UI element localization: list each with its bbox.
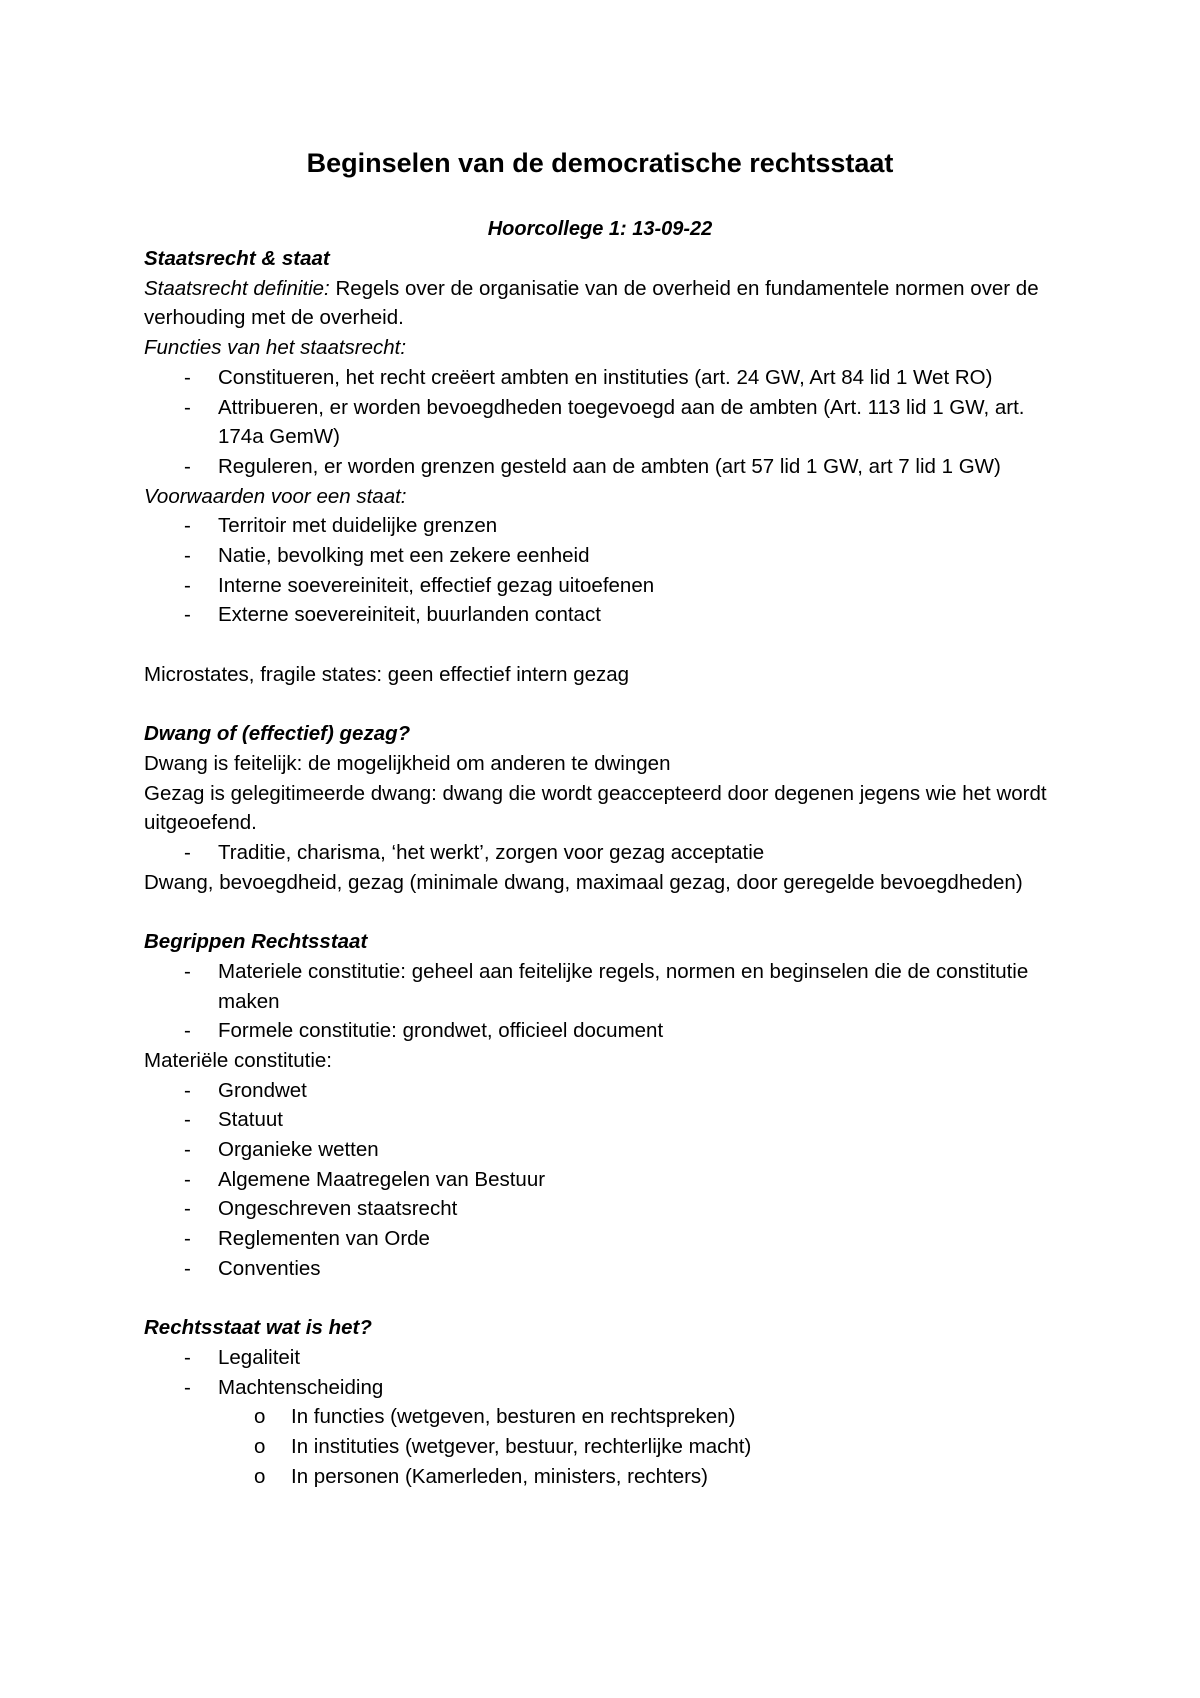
list-item-text: Reglementen van Orde <box>218 1227 430 1251</box>
dash-bullet: - <box>184 1256 191 1280</box>
list-item-text: Statuut <box>218 1108 283 1132</box>
list-item-text: Interne soevereiniteit, effectief gezag uitoefenen <box>218 573 655 597</box>
functions-label: Functies van het staatsrecht: <box>144 336 407 360</box>
sub-list-item <box>144 1402 1074 1432</box>
list-item <box>144 1194 1074 1224</box>
list-item-text: Externe soevereiniteit, buurlanden contact <box>218 603 601 627</box>
list-item-text: Algemene Maatregelen van Bestuur <box>218 1167 546 1191</box>
dash-bullet: - <box>184 514 191 538</box>
list-item <box>144 541 1074 571</box>
list-item <box>144 1076 1074 1106</box>
list-item <box>144 393 1074 452</box>
dash-bullet: - <box>184 1078 191 1102</box>
list-item-text: Grondwet <box>218 1078 307 1102</box>
dash-bullet: - <box>184 1108 191 1132</box>
dash-bullet: - <box>184 1197 191 1221</box>
conditions-list <box>144 511 1074 630</box>
list-item-text: In instituties (wetgever, bestuur, rechterlijke macht) <box>291 1435 752 1459</box>
list-item-text: Machtenscheiding <box>218 1375 384 1399</box>
dash-bullet: - <box>184 841 191 865</box>
section-heading-staatsrecht: Staatsrecht & staat <box>144 247 330 270</box>
list-item <box>144 1254 1074 1284</box>
dash-bullet: - <box>184 1375 191 1399</box>
spacer <box>144 1284 1074 1314</box>
sub-list-item <box>144 1432 1074 1462</box>
dash-bullet: - <box>184 959 191 983</box>
list-item <box>144 1135 1074 1165</box>
document-body <box>144 244 1074 1491</box>
list-item <box>144 1016 1074 1046</box>
definition-text: Regels over de organisatie van de overheid en fundamentele normen over de verhouding met de overheid. <box>144 276 1039 330</box>
section-heading-begrippen: Begrippen Rechtsstaat <box>144 930 368 954</box>
gezag-line: Gezag is gelegitimeerde dwang: dwang die wordt geaccepteerd door degenen jegens wie het wordt uitgeoefend. <box>144 781 1047 835</box>
list-item <box>144 511 1074 541</box>
sub-list-item <box>144 1462 1074 1492</box>
list-item-text: Formele constitutie: grondwet, officieel document <box>218 1019 664 1043</box>
spacer <box>144 897 1074 927</box>
dash-bullet: - <box>184 1227 191 1251</box>
definition-label: Staatsrecht definitie: <box>144 276 330 300</box>
spacer <box>144 630 1074 660</box>
list-item-text: Attribueren, er worden bevoegdheden toegevoegd aan de ambten (Art. 113 lid 1 GW, art. 174a GemW) <box>218 395 1025 449</box>
circle-bullet: o <box>254 1405 266 1429</box>
list-item <box>144 363 1074 393</box>
material-label: Materiële constitutie: <box>144 1048 333 1072</box>
dash-bullet: - <box>184 395 191 419</box>
dash-bullet: - <box>184 1019 191 1043</box>
dash-bullet: - <box>184 365 191 389</box>
definition-paragraph <box>144 274 1074 333</box>
list-item <box>144 452 1074 482</box>
material-list <box>144 1076 1074 1284</box>
section-heading-rechtsstaat: Rechtsstaat wat is het? <box>144 1316 372 1340</box>
list-item-text: Natie, bevolking met een zekere eenheid <box>218 544 590 568</box>
list-item-text: Materiele constitutie: geheel aan feitelijke regels, normen en beginselen die de constitutie maken <box>218 959 1029 1013</box>
functions-list <box>144 363 1074 482</box>
list-item-text: Traditie, charisma, ‘het werkt’, zorgen voor gezag acceptatie <box>218 841 765 865</box>
dash-bullet: - <box>184 573 191 597</box>
list-item <box>144 1105 1074 1135</box>
machtenscheiding-sublist <box>144 1402 1074 1491</box>
dash-bullet: - <box>184 454 191 478</box>
constitutie-list <box>144 957 1074 1046</box>
dash-bullet: - <box>184 603 191 627</box>
bevoegdheid-line: Dwang, bevoegdheid, gezag (minimale dwang, maximaal gezag, door geregelde bevoegdheden) <box>144 870 1023 894</box>
list-item <box>144 1224 1074 1254</box>
dash-bullet: - <box>184 1167 191 1191</box>
circle-bullet: o <box>254 1464 266 1488</box>
conditions-label: Voorwaarden voor een staat: <box>144 484 407 508</box>
list-item-text: Territoir met duidelijke grenzen <box>218 514 498 538</box>
gezag-list <box>144 838 1074 868</box>
list-item-text: Ongeschreven staatsrecht <box>218 1197 458 1221</box>
circle-bullet: o <box>254 1435 266 1459</box>
list-item-text: Conventies <box>218 1256 321 1280</box>
list-item <box>144 1343 1074 1373</box>
dash-bullet: - <box>184 1138 191 1162</box>
list-item <box>144 571 1074 601</box>
list-item <box>144 1373 1074 1403</box>
dwang-line: Dwang is feitelijk: de mogelijkheid om anderen te dwingen <box>144 751 671 775</box>
document-title: Beginselen van de democratische rechtsstaat <box>306 148 894 178</box>
dash-bullet: - <box>184 544 191 568</box>
list-item <box>144 838 1074 868</box>
list-item <box>144 1165 1074 1195</box>
lecture-subtitle: Hoorcollege 1: 13-09-22 <box>487 218 713 240</box>
list-item-text: Constitueren, het recht creëert ambten en instituties (art. 24 GW, Art 84 lid 1 Wet RO) <box>218 365 993 389</box>
rechtsstaat-list <box>144 1343 1074 1402</box>
list-item <box>144 600 1074 630</box>
list-item-text: Reguleren, er worden grenzen gesteld aan de ambten (art 57 lid 1 GW, art 7 lid 1 GW) <box>218 454 1001 478</box>
list-item-text: In functies (wetgeven, besturen en rechtspreken) <box>291 1405 736 1429</box>
dash-bullet: - <box>184 1345 191 1369</box>
section-heading-dwang: Dwang of (effectief) gezag? <box>144 722 411 746</box>
list-item-text: Organieke wetten <box>218 1138 379 1162</box>
spacer <box>144 690 1074 720</box>
microstates-note: Microstates, fragile states: geen effectief intern gezag <box>144 662 630 686</box>
list-item <box>144 957 1074 1016</box>
list-item-text: Legaliteit <box>218 1345 301 1369</box>
list-item-text: In personen (Kamerleden, ministers, rechters) <box>291 1464 709 1488</box>
